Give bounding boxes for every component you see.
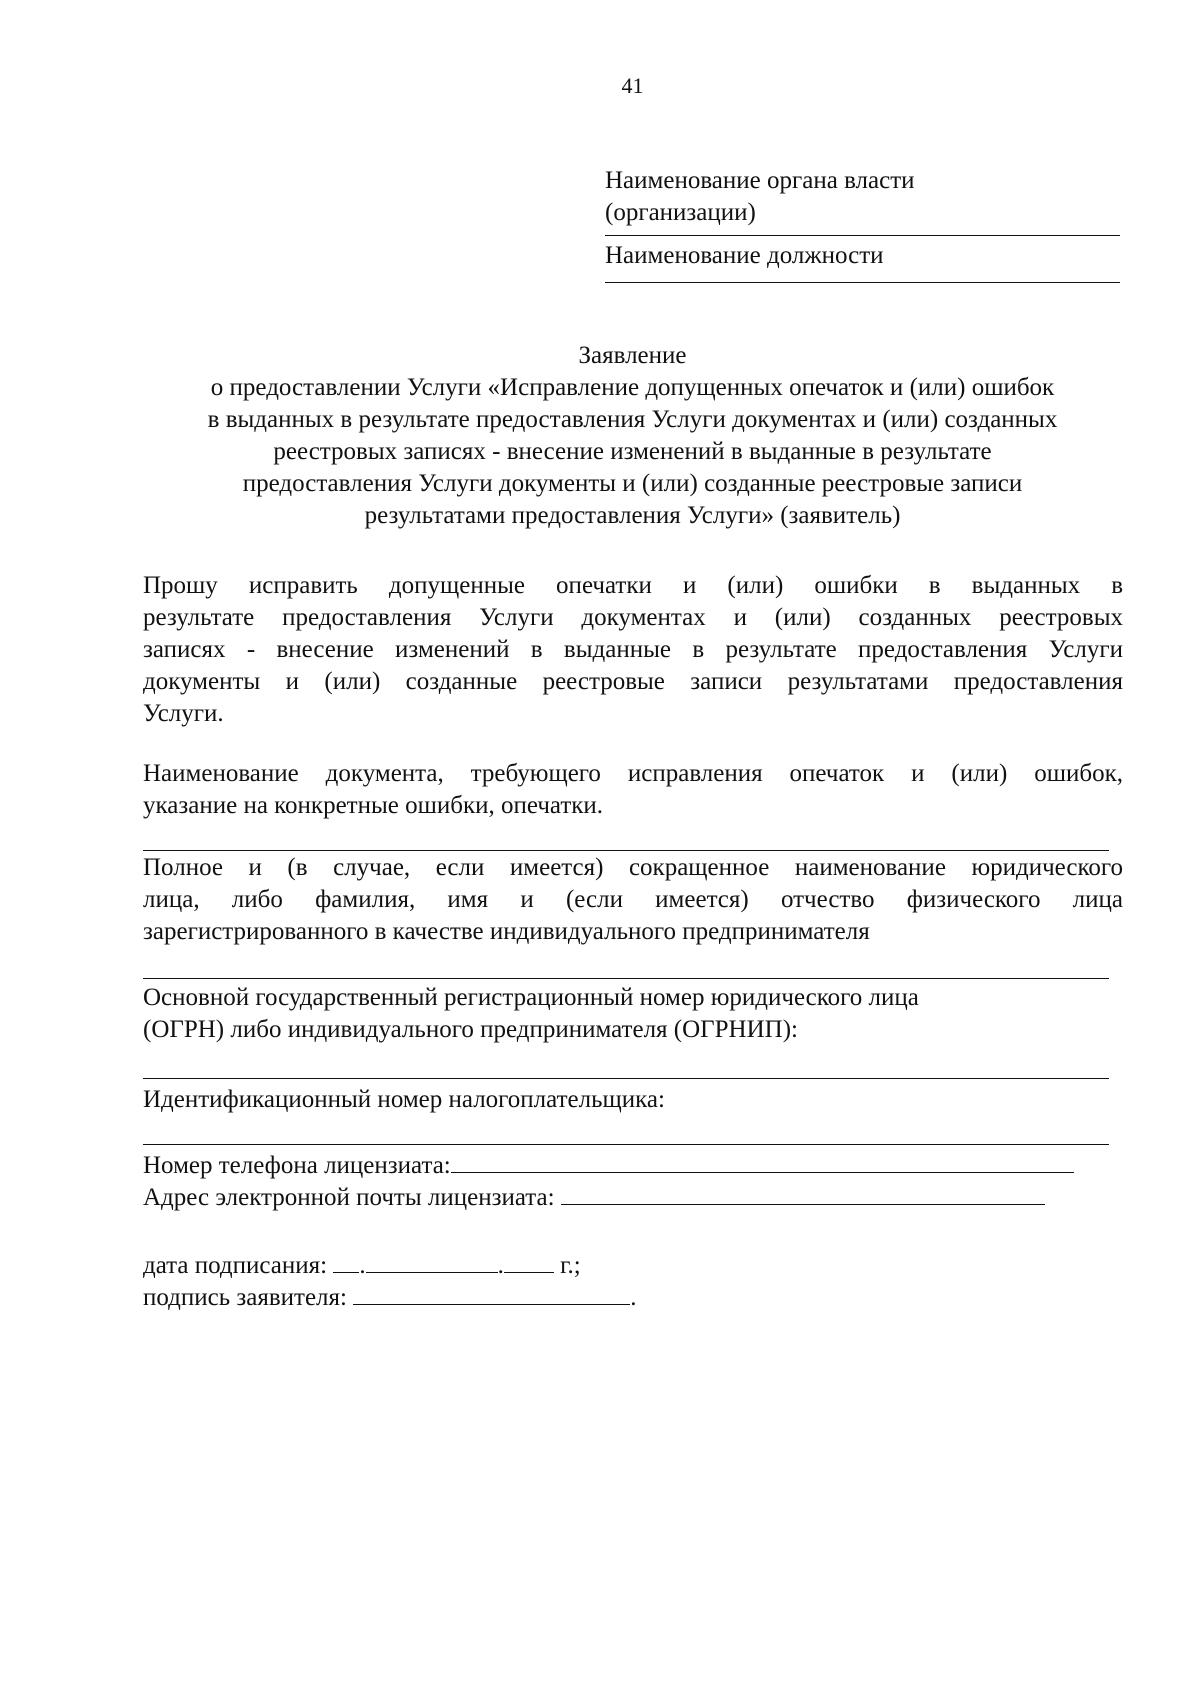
authority-name-blank[interactable] — [605, 233, 1120, 236]
signing-date-field — [143, 1250, 581, 1282]
title-line: реестровых записях - внесение изменений в выданные в результате — [273, 438, 992, 465]
document-name-field — [143, 758, 1123, 822]
name-field-label: лица, либо фамилия, имя и (если имеется) отчество физического лица — [143, 886, 1123, 913]
email-blank[interactable] — [561, 1182, 1045, 1205]
applicant-signature-field — [143, 1282, 636, 1314]
date-separator: . — [359, 1252, 366, 1279]
applicant-name-field — [143, 852, 1123, 948]
date-day-blank[interactable] — [333, 1250, 359, 1273]
document-field-label: указание на конкретные ошибки, опечатки. — [143, 792, 604, 819]
name-field-label: зарегистрированного в качестве индивидуального предпринимателя — [143, 918, 870, 945]
request-line: результате предоставления Услуги документах и (или) созданных реестровых — [143, 604, 1123, 631]
ogrn-field — [143, 982, 1123, 1046]
document-field-label: Наименование документа, требующего исправления опечаток и (или) ошибок, — [143, 760, 1123, 787]
request-paragraph — [143, 570, 1123, 730]
signature-suffix: . — [630, 1284, 637, 1311]
inn-blank[interactable] — [143, 1144, 1109, 1145]
title-heading: Заявление — [578, 342, 687, 369]
phone-field — [143, 1150, 1074, 1182]
ogrn-blank[interactable] — [143, 1078, 1109, 1079]
authority-name-label-cont: (организации) — [605, 199, 756, 226]
email-field — [143, 1182, 1045, 1214]
document-name-blank[interactable] — [143, 850, 1109, 851]
inn-field-label: Идентификационный номер налогоплательщика: — [143, 1086, 665, 1113]
email-field-label: Адрес электронной почты лицензиата: — [143, 1184, 555, 1211]
title-line: о предоставлении Услуги «Исправление допущенных опечаток и (или) ошибок — [210, 374, 1055, 401]
recipient-block — [605, 165, 1125, 283]
position-name-label: Наименование должности — [605, 242, 884, 269]
request-line: записях - внесение изменений в выданные в результате предоставления Услуги — [143, 636, 1123, 663]
signature-blank[interactable] — [353, 1282, 630, 1305]
request-line: Услуги. — [143, 700, 224, 727]
request-line: документы и (или) созданные реестровые записи результатами предоставления — [143, 668, 1123, 695]
document-title — [140, 340, 1125, 532]
authority-name-label: Наименование органа власти — [605, 167, 915, 194]
phone-blank[interactable] — [451, 1150, 1074, 1173]
phone-field-label: Номер телефона лицензиата: — [143, 1152, 451, 1179]
signing-date-label: дата подписания: — [143, 1252, 328, 1279]
name-field-label: Полное и (в случае, если имеется) сокращенное наименование юридического — [143, 854, 1123, 881]
date-year-blank[interactable] — [504, 1250, 554, 1273]
title-line: результатами предоставления Услуги» (заявитель) — [364, 502, 901, 529]
inn-field — [143, 1084, 665, 1116]
date-month-blank[interactable] — [366, 1250, 498, 1273]
ogrn-field-label: Основной государственный регистрационный номер юридического лица — [143, 984, 919, 1011]
title-line: в выданных в результате предоставления Услуги документах и (или) созданных — [207, 406, 1058, 433]
ogrn-field-label: (ОГРН) либо индивидуального предпринимателя (ОГРНИП): — [143, 1016, 798, 1043]
date-separator: . — [497, 1252, 504, 1279]
request-line: Прошу исправить допущенные опечатки и (или) ошибки в выданных в — [143, 572, 1123, 599]
page-number: 41 — [621, 73, 644, 98]
applicant-name-blank[interactable] — [143, 978, 1109, 979]
position-name-blank[interactable] — [605, 280, 1120, 283]
title-line: предоставления Услуги документы и (или) созданные реестровые записи — [242, 470, 1023, 497]
date-suffix: г.; — [560, 1252, 581, 1279]
signature-label: подпись заявителя: — [143, 1284, 347, 1311]
